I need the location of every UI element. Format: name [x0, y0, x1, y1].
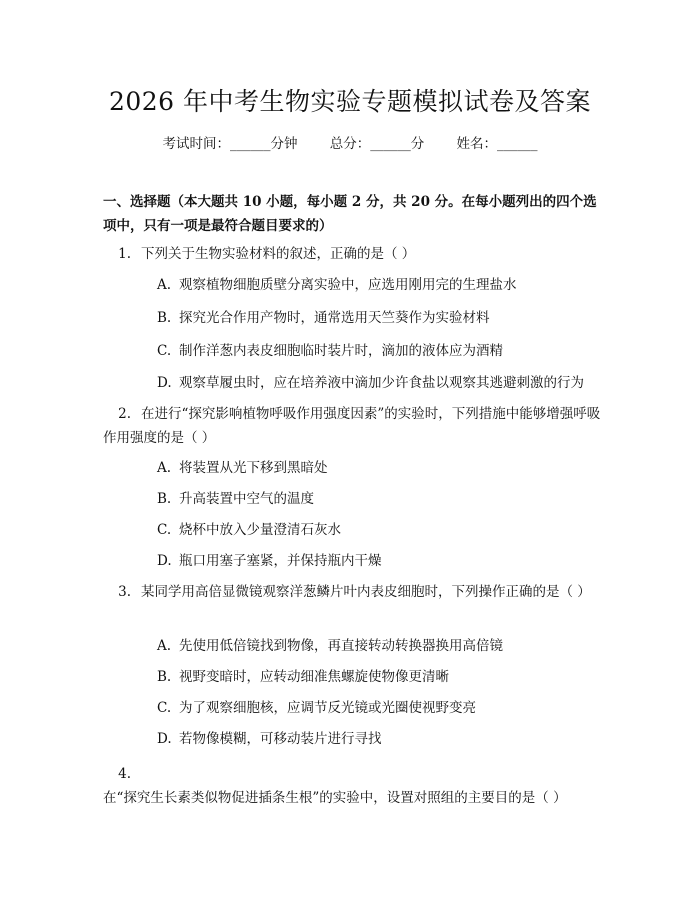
option-letter: B. — [157, 310, 172, 326]
option-letter: A. — [157, 277, 172, 293]
exam-time-label: 考试时间：______分钟 — [162, 136, 298, 152]
option-letter: D. — [157, 375, 172, 391]
option-letter: A. — [157, 460, 172, 476]
option-letter: C. — [157, 700, 172, 716]
question-4 — [103, 762, 603, 810]
question-text: 在“探究生长素类似物促进插条生根”的实验中，设置对照组的主要目的是（ ） — [103, 790, 567, 806]
option-text: 观察植物细胞质壁分离实验中，应选用刚用完的生理盐水 — [179, 277, 517, 293]
option-text: 为了观察细胞核，应调节反光镜或光圈使视野变亮 — [179, 700, 476, 716]
option-1b — [157, 308, 617, 328]
option-text: 烧杯中放入少量澄清石灰水 — [179, 522, 341, 538]
option-2d — [157, 551, 617, 571]
option-text: 升高装置中空气的温度 — [179, 491, 314, 507]
option-letter: D. — [157, 553, 172, 569]
option-2b — [157, 489, 617, 509]
question-1 — [103, 242, 603, 266]
option-letter: C. — [157, 522, 172, 538]
option-text: 探究光合作用产物时，通常选用天竺葵作为实验材料 — [179, 310, 490, 326]
option-2c — [157, 520, 617, 540]
option-text: 制作洋葱内表皮细胞临时装片时，滴加的液体应为酒精 — [179, 343, 503, 359]
option-text: 先使用低倍镜找到物像，再直接转动转换器换用高倍镜 — [179, 638, 503, 654]
question-text: 在进行“探究影响植物呼吸作用强度因素”的实验时，下列措施中能够增强呼吸作用强度的是（ ） — [103, 406, 601, 446]
option-letter: D. — [157, 731, 172, 747]
question-3 — [103, 580, 603, 604]
option-3a — [157, 636, 617, 656]
option-2a — [157, 458, 617, 478]
option-3c — [157, 698, 617, 718]
option-text: 瓶口用塞子塞紧，并保持瓶内干燥 — [179, 553, 382, 569]
name-label: 姓名：______ — [456, 136, 538, 152]
option-text: 视野变暗时，应转动细准焦螺旋使物像更清晰 — [179, 669, 449, 685]
section-heading: 一、选择题（本大题共 10 小题，每小题 2 分，共 20 分。在每小题列出的四个选项中，只有一项是最符合题目要求的） — [103, 194, 597, 234]
question-text: 下列关于生物实验材料的叙述，正确的是（ ） — [141, 246, 416, 262]
question-number: 1. — [118, 246, 131, 262]
total-score-label: 总分：______分 — [329, 136, 425, 152]
option-3b — [157, 667, 617, 687]
exam-info — [0, 132, 700, 152]
option-text: 观察草履虫时，应在培养液中滴加少许食盐以观察其逃避刺激的行为 — [179, 375, 584, 391]
question-text: 某同学用高倍显微镜观察洋葱鳞片叶内表皮细胞时，下列操作正确的是（ ） — [141, 584, 591, 600]
option-letter: A. — [157, 638, 172, 654]
option-text: 若物像模糊，可移动装片进行寻找 — [179, 731, 382, 747]
option-1a — [157, 275, 617, 295]
question-number: 3. — [118, 584, 131, 600]
question-2 — [103, 402, 603, 450]
option-1d — [157, 373, 617, 393]
question-number: 2. — [118, 406, 131, 422]
option-text: 将装置从光下移到黑暗处 — [179, 460, 328, 476]
option-letter: B. — [157, 669, 172, 685]
option-letter: B. — [157, 491, 172, 507]
option-letter: C. — [157, 343, 172, 359]
page-title: 2026 年中考生物实验专题模拟试卷及答案 — [108, 87, 592, 116]
option-3d — [157, 729, 617, 749]
option-1c — [157, 341, 617, 361]
question-number: 4. — [118, 766, 131, 782]
